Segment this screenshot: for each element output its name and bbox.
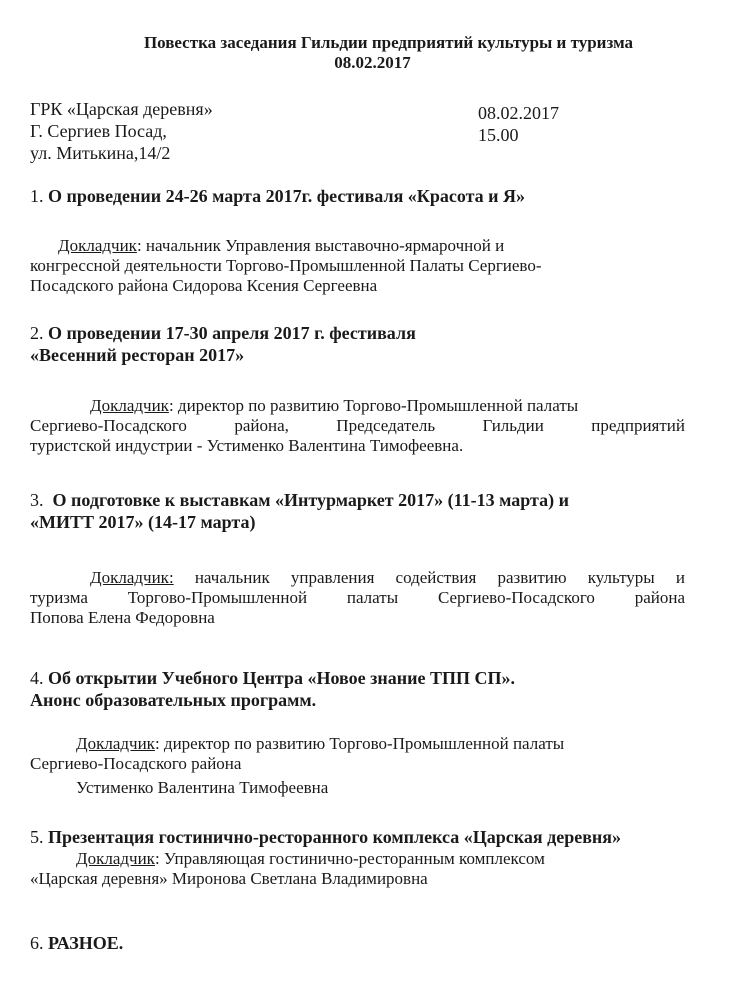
agenda-item-3 (30, 489, 690, 533)
agenda-item-3-title: 3. О подготовке к выставкам «Интурмаркет 2017» (11-13 марта) и «МИТТ 2017» (14-17 марта) (30, 490, 569, 532)
speaker-label: Докладчик (58, 236, 137, 255)
venue-address (30, 98, 213, 164)
document-title (0, 33, 735, 73)
agenda-item-2 (30, 322, 690, 366)
meeting-datetime (478, 102, 559, 146)
meeting-date: 08.02.2017 (478, 103, 559, 123)
agenda-item-4 (30, 667, 690, 711)
venue-name: ГРК «Царская деревня» (30, 99, 213, 119)
agenda-item-1-title: 1. О проведении 24-26 марта 2017г. фестиваля «Красота и Я» (30, 186, 526, 206)
speaker-label: Докладчик (76, 849, 155, 868)
agenda-item-6-title: 6. РАЗНОЕ. (30, 933, 124, 953)
agenda-item-1-speaker: Докладчик: начальник Управления выставочно-ярмарочной и конгрессной деятельности Торгово-Промышленной Палаты Сергиево- Посадского района Сидорова Ксения Сергеевна (30, 236, 542, 295)
speaker-label: Докладчик (76, 734, 155, 753)
agenda-item-4-title: 4. Об открытии Учебного Центра «Новое знание ТПП СП». Анонс образовательных программ. (30, 668, 515, 710)
agenda-item-2-title: 2. О проведении 17-30 апреля 2017 г. фестиваля «Весенний ресторан 2017» (30, 323, 416, 365)
venue-city: Г. Сергиев Посад, (30, 121, 167, 141)
agenda-item-5-speaker: Докладчик: Управляющая гостинично-ресторанным комплексом «Царская деревня» Миронова Светлана Владимировна (30, 849, 545, 888)
agenda-item-6 (30, 932, 690, 954)
title-line-1: Повестка заседания Гильдии предприятий культуры и туризма (143, 33, 634, 52)
agenda-item-5 (30, 826, 690, 848)
agenda-item-3-speaker: Докладчик: начальник управления содействия развитию культуры и туризма Торгово-Промышленной палаты Сергиево-Посадского района Попова Елена Федоровна (30, 568, 685, 627)
speaker-label: Докладчик (90, 396, 169, 415)
speaker-label: Докладчик: (90, 568, 174, 587)
agenda-item-5-title: 5. Презентация гостинично-ресторанного комплекса «Царская деревня» (30, 827, 622, 847)
agenda-item-1 (30, 185, 690, 207)
agenda-item-2-speaker: Докладчик: директор по развитию Торгово-Промышленной палаты Сергиево-Посадского района, Председатель Гильдии предприятий туристской индустрии - Устименко Валентина Тимофеевна. (30, 396, 685, 455)
title-date: 08.02.2017 (334, 53, 411, 72)
agenda-item-4-speaker: Докладчик: директор по развитию Торгово-Промышленной палаты Сергиево-Посадского района Устименко Валентина Тимофеевна (30, 734, 565, 797)
meeting-time: 15.00 (478, 125, 519, 145)
venue-street: ул. Митькина,14/2 (30, 143, 171, 163)
